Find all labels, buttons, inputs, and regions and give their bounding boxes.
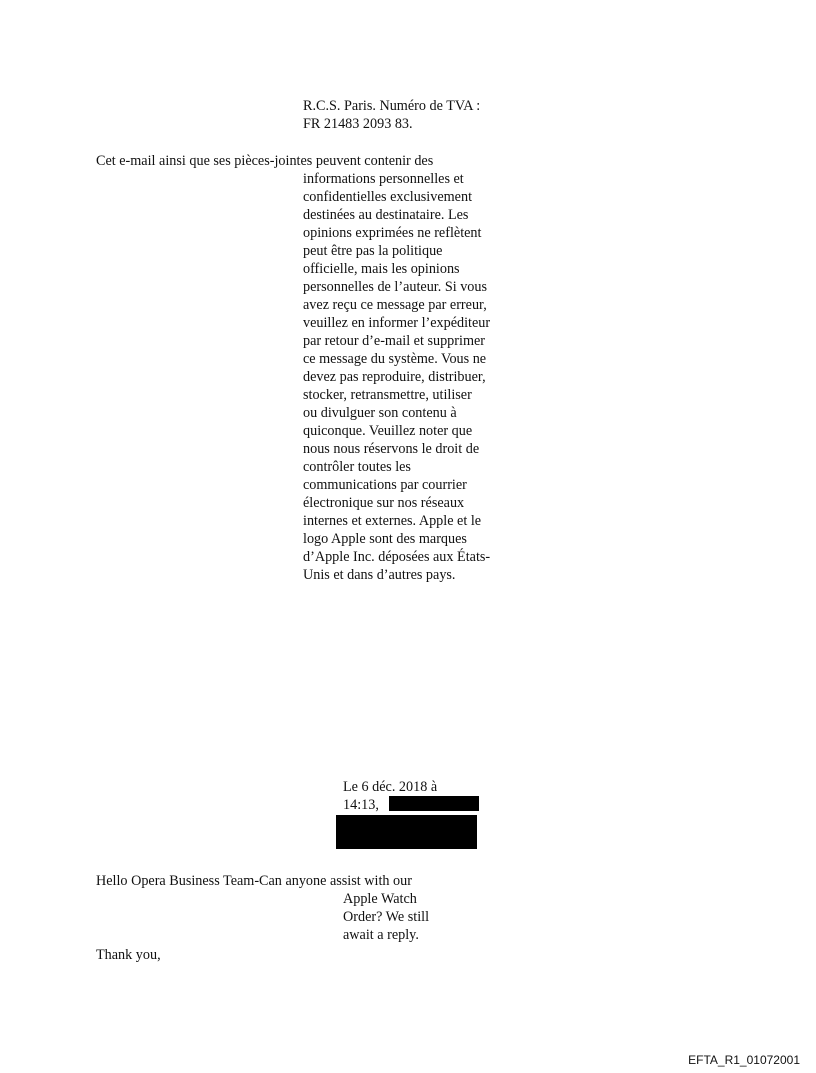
quote-date-line: Le 6 déc. 2018 à <box>343 779 438 795</box>
message-closing: Thank you, <box>96 947 161 963</box>
disclaimer-first-line: Cet e-mail ainsi que ses pièces-jointes peuvent contenir des <box>96 153 434 169</box>
company-vat-line: FR 21483 2093 83. <box>303 116 413 132</box>
disclaimer-line: peut être pas la politique <box>303 243 443 259</box>
disclaimer-line: Unis et dans d’autres pays. <box>303 567 456 583</box>
disclaimer-line: destinées au destinataire. Les <box>303 207 469 223</box>
message-first-line: Hello Opera Business Team-Can anyone assist with our <box>96 873 412 889</box>
disclaimer-line: contrôler toutes les <box>303 459 411 475</box>
message-line: Order? We still <box>343 909 430 925</box>
disclaimer-line: ou divulguer son contenu à <box>303 405 457 421</box>
document-id: EFTA_R1_01072001 <box>688 1053 800 1067</box>
disclaimer-line: opinions exprimées ne reflètent <box>303 225 482 241</box>
message-line: Apple Watch <box>343 891 417 907</box>
disclaimer-line: quiconque. Veuillez noter que <box>303 423 473 439</box>
disclaimer-line: devez pas reproduire, distribuer, <box>303 369 486 385</box>
disclaimer-line: par retour d’e-mail et supprimer <box>303 333 485 349</box>
redaction-bar <box>389 796 479 811</box>
disclaimer-line: stocker, retransmettre, utiliser <box>303 387 472 403</box>
disclaimer-line: d’Apple Inc. déposées aux États- <box>303 549 491 565</box>
disclaimer-line: logo Apple sont des marques <box>303 531 467 547</box>
disclaimer-line: personnelles de l’auteur. Si vous <box>303 279 488 295</box>
disclaimer-line: avez reçu ce message par erreur, <box>303 297 487 313</box>
disclaimer-line: confidentielles exclusivement <box>303 189 473 205</box>
disclaimer-line: ce message du système. Vous ne <box>303 351 487 367</box>
disclaimer-line: communications par courrier <box>303 477 467 493</box>
quote-time-line: 14:13, <box>343 797 379 813</box>
disclaimer-line: informations personnelles et <box>303 171 464 187</box>
company-registration-line: R.C.S. Paris. Numéro de TVA : <box>303 98 481 114</box>
disclaimer-line: veuillez en informer l’expéditeur <box>303 315 491 331</box>
disclaimer-line: nous nous réservons le droit de <box>303 441 480 457</box>
disclaimer-line: électronique sur nos réseaux <box>303 495 465 511</box>
disclaimer-line: officielle, mais les opinions <box>303 261 460 277</box>
disclaimer-line: internes et externes. Apple et le <box>303 513 482 529</box>
message-line: await a reply. <box>343 927 419 943</box>
redaction-bar <box>336 815 477 849</box>
